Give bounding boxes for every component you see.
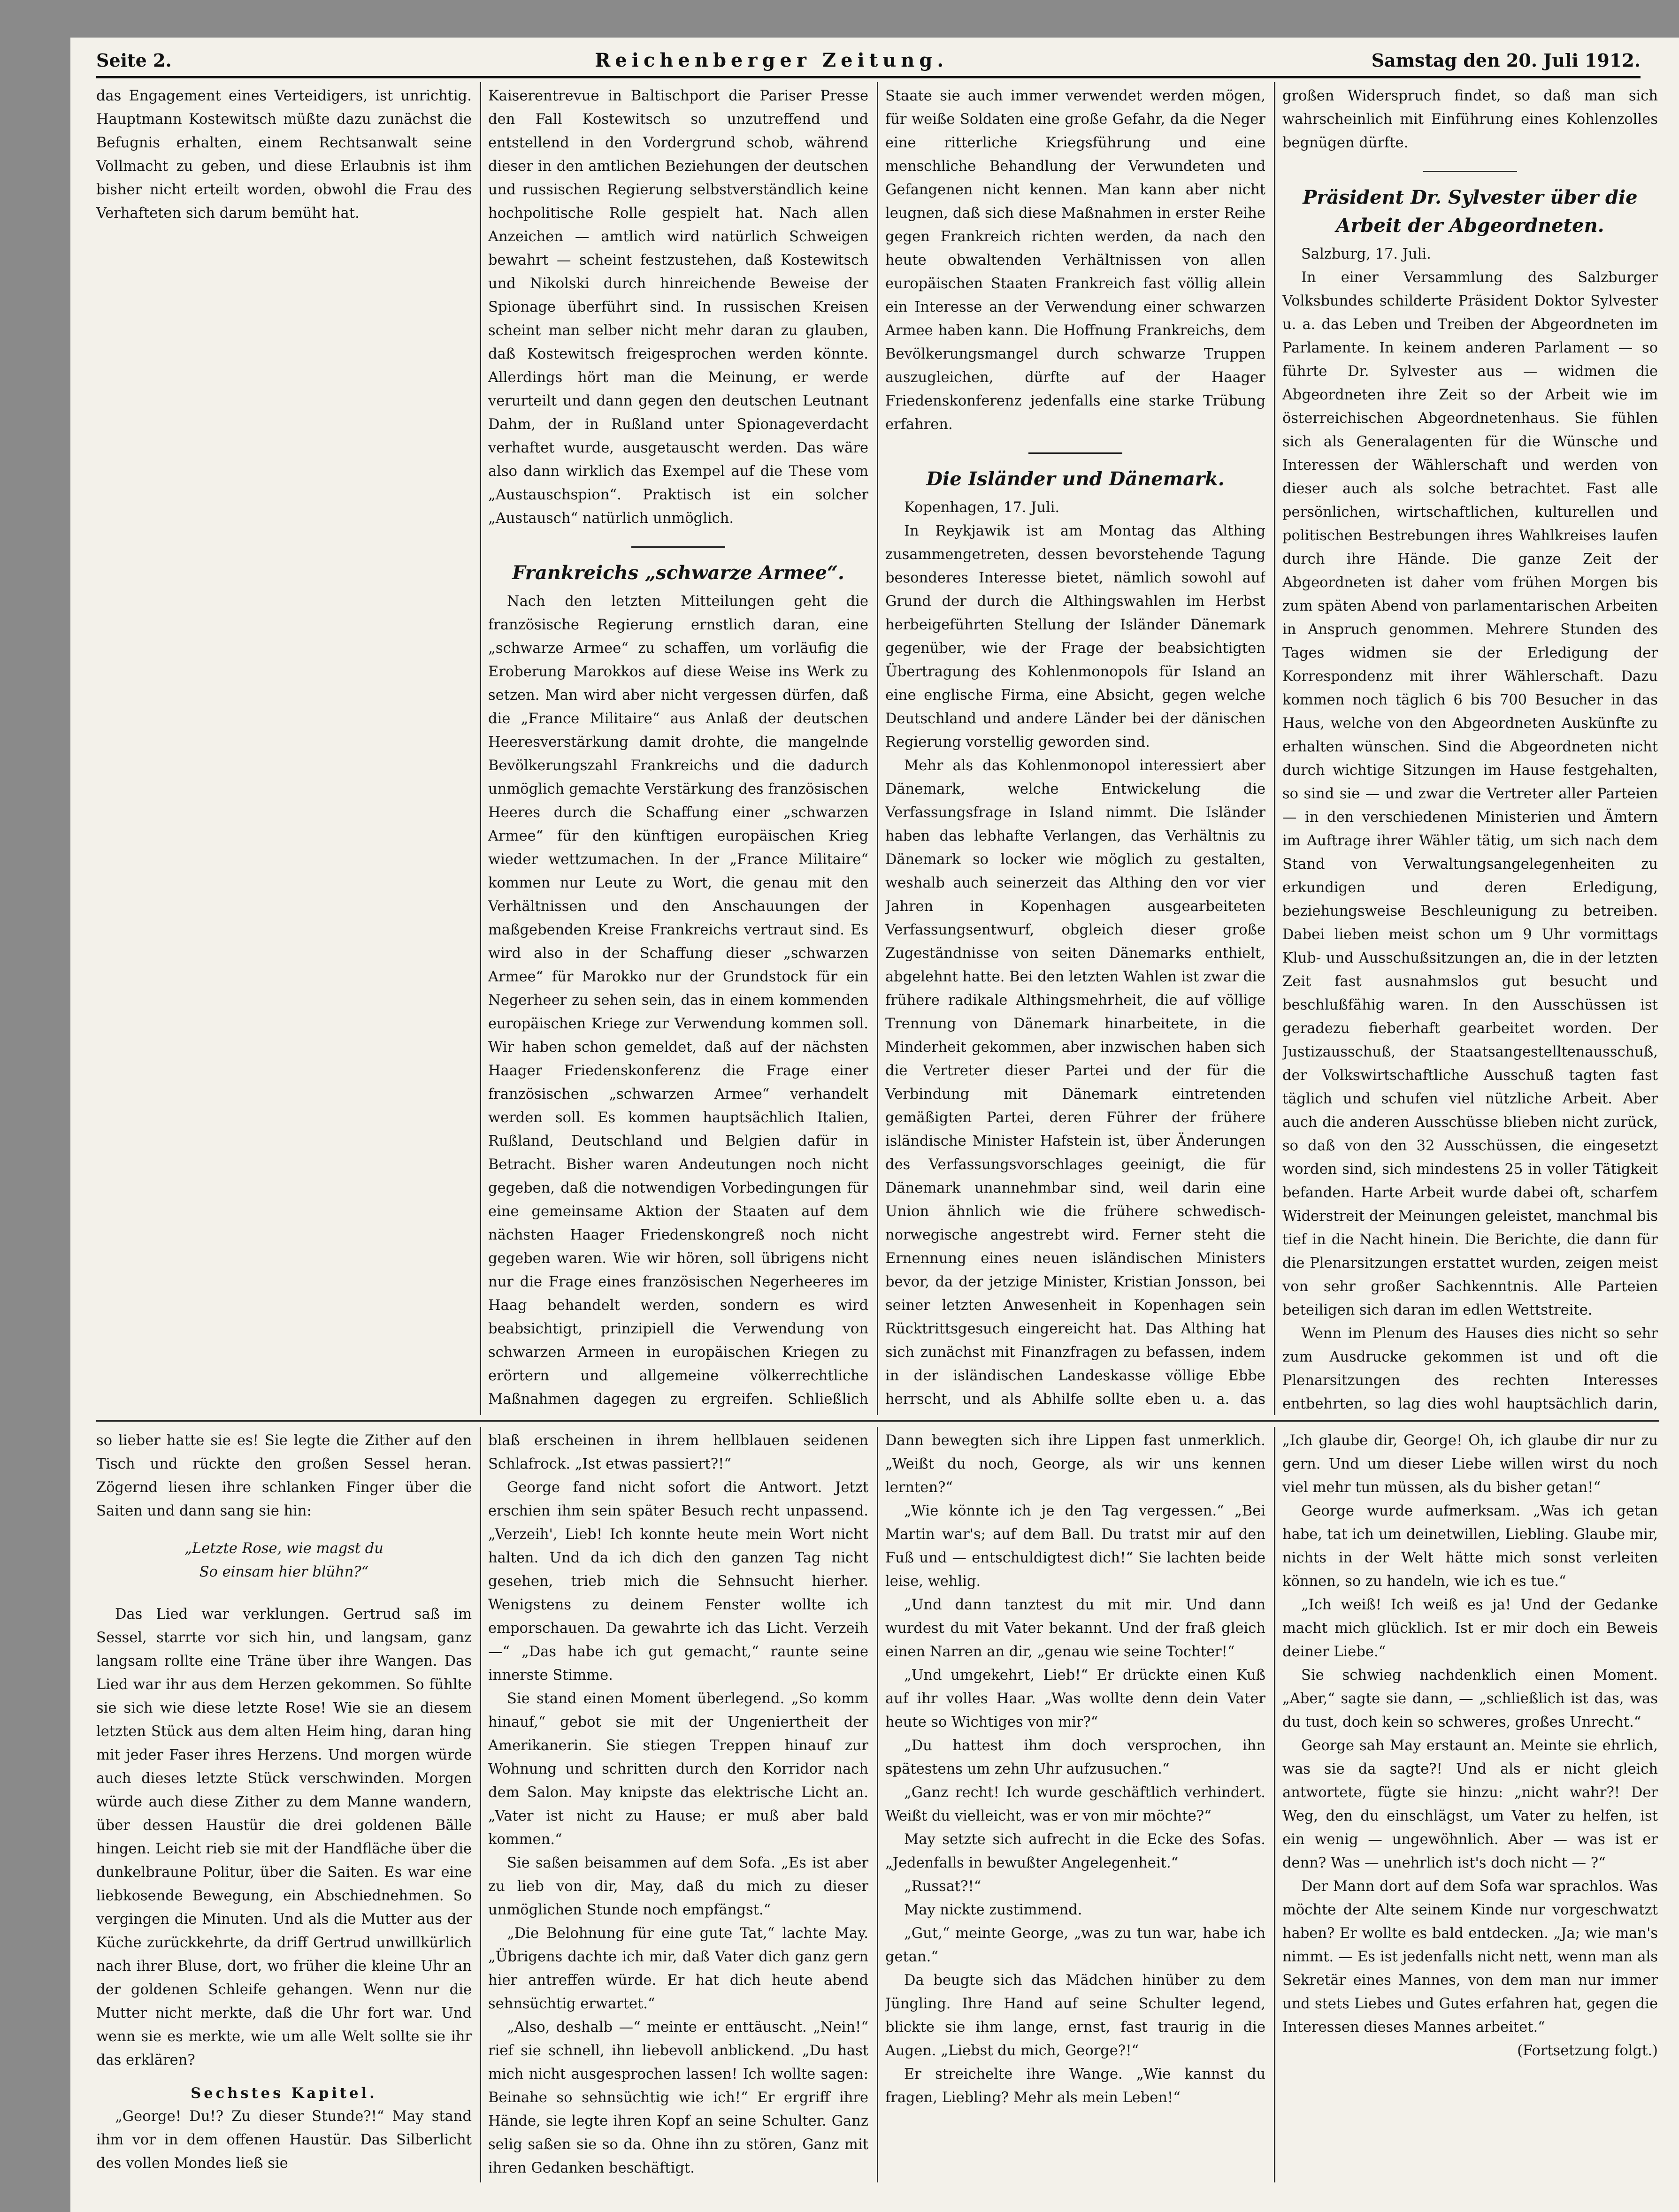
story-text: Sie stand einen Moment überlegend. „So komm hinauf,“ gebot sie mit der Ungeniertheit der Amerikanerin. Sie stiegen Treppen hinauf zur Wohnung und schritten durch den Korridor nach dem Salon. May knipste das elektrische Licht an. „Vater ist nicht zu Hause; er muß aber bald kommen.“: [488, 1691, 868, 1848]
article-text: das Engagement eines Verteidigers, ist unrichtig. Hauptmann Kostewitsch müßte dazu zunächst die Befugnis erhalten, einem Rechtsanwalt seine Vollmacht zu geben, und diese Erlaubnis ist ihm bisher nicht erteilt worden, obwohl die Frau des Verhafteten sich darum bemüht hat.: [96, 88, 472, 222]
column-4: [1282, 84, 1658, 1413]
article-separator: [631, 546, 725, 548]
column-divider: [480, 1427, 481, 2182]
song-verse: [96, 1537, 472, 1584]
newspaper-page: [70, 38, 1679, 2212]
article-text: Mehr als das Kohlenmonopol interessiert aber Dänemark, welche Entwickelung die Verfassungsfrage in Island nimmt. Die Isländer haben das lebhafte Verlangen, das Verhältnis zu Dänemark so locker wie möglich zu gestalten, weshalb auch seinerzeit das Althing den vor vier Jahren in Kopenhagen ausgearbeiteten Verfassungsentwurf, obgleich dieser große Zugeständnisse von seiten Dänemarks enthielt, abgelehnt hatte. Bei den letzten Wahlen ist zwar die frühere radikale Althingsmehrheit, die auf völlige Trennung von Dänemark hinarbeitete, in die Minderheit gekommen, aber inzwischen haben sich die Vertreter dieser Partei und der für die Verbindung mit Dänemark eintretenden gemäßigten Partei, deren Führer der frühere isländische Minister Hafstein ist, über Änderungen des Verfassungsvorschlages geeinigt, die für Dänemark unannehmbar sind, weil darin eine Union ähnlich wie die frühere schwedisch-norwegische angestrebt wird. Ferner steht die Ernennung eines neuen isländischen Ministers bevor, da der jetzige Minister, Kristian Jonsson, bei seiner letzten Anwesenheit in Kopenhagen sein Rücktrittsgesuch eingereicht hat. Das Althing hat sich zunächst mit Finanzfragen zu befassen, indem in der isländischen Landeskasse völlige Ebbe herrscht, und als Abhilfe sollte eben u. a. das: [885, 758, 1265, 1408]
story-text: „Die Belohnung für eine gute Tat,“ lachte May. „Übrigens dachte ich mir, daß Vater dich ganz gern hier antreffen würde. Er hat dich heute abend sehnsüchtig erwartet.“: [488, 1925, 868, 2012]
article-separator: [1423, 171, 1517, 172]
masthead: Reichenberger Zeitung.: [595, 49, 949, 71]
story-text: blaß erscheinen in ihrem hellblauen seidenen Schlafrock. „Ist etwas passiert?!“: [488, 1432, 868, 1472]
verse-line: „Letzte Rose, wie magst du: [184, 1540, 383, 1557]
column-divider: [480, 82, 481, 1415]
story-text: May nickte zustimmend.: [904, 1902, 1082, 1918]
article-text: In Reykjawik ist am Montag das Althing zusammengetreten, dessen bevorstehende Tagung besonderes Interesse bietet, nämlich sowohl auf Grund der durch die Althingswahlen im Herbst herbeigeführten Stellung der Isländer Dänemark gegenüber, wie der Frage der beabsichtigten Übertragung des Kohlenmonopols für Island an eine englische Firma, eine Absicht, gegen welche Deutschland und andere Länder bei der dänischen Regierung vorstellig geworden sind.: [885, 523, 1265, 750]
dateline: Kopenhagen, 17. Juli.: [904, 499, 1060, 516]
story-text: „Gut,“ meinte George, „was zu tun war, habe ich getan.“: [885, 1925, 1265, 1965]
chapter-heading: Sechstes Kapitel.: [191, 2085, 377, 2102]
story-text: „Und umgekehrt, Lieb!“ Er drückte einen Kuß auf ihr volles Haar. „Was wollte denn dein Vater heute so Wichtiges von mir?“: [885, 1667, 1265, 1730]
story-text: Sie saßen beisammen auf dem Sofa. „Es ist aber zu lieb von dir, May, daß du mich zu dieser unmöglichen Stunde noch empfängst.“: [488, 1855, 868, 1918]
story-text: „Und dann tanztest du mit mir. Und dann wurdest du mit Vater bekannt. Und der fraß gleich einen Narren an dir, „genau wie seine Tochter!“: [885, 1597, 1265, 1660]
story-text: Das Lied war verklungen. Gertrud saß im Sessel, starrte vor sich hin, und langsam, ganz langsam rollte eine Träne über ihre Wangen. Das Lied war ihr aus dem Herzen gekommen. So fühlte sie sich wie diese letzte Rose! Wie sie an diesem letzten Stück aus dem alten Heim hing, daran hing mit jeder Faser ihres Herzens. Und morgen würde auch dieses letzte Stück verschwinden. Morgen würde auch diese Zither zu dem Manne wandern, über dessen Haustür die drei goldenen Bälle hingen. Leicht rieb sie mit der Handfläche über die dunkelbraune Politur, über die Saiten. Es war eine liebkosende Bewegung, ein Abschiednehmen. So vergingen die Minuten. Und als die Mutter aus der Küche zurückkehrte, da driff Gertrud unwillkürlich nach ihrer Bluse, dort, wo früher die kleine Uhr an der goldenen Schleife gehangen. Wenn nur die Mutter nicht merkte, daß die Uhr fort war. Und wenn sie es merkte, wie um alle Welt sollte sie ihr das erklären?: [96, 1606, 472, 2068]
story-text: „Ganz recht! Ich wurde geschäftlich verhindert. Weißt du vielleicht, was er von mir möchte?“: [885, 1784, 1265, 1824]
column-divider: [1274, 82, 1275, 1415]
column-1: [96, 84, 472, 1413]
headline-sylvester: Präsident Dr. Sylvester über die Arbeit der Abgeordneten.: [1303, 186, 1638, 237]
story-text: May setzte sich aufrecht in die Ecke des Sofas. „Jedenfalls in bewußter Angelegenheit.“: [885, 1831, 1265, 1871]
headline-islaender: Die Isländer und Dänemark.: [926, 468, 1225, 490]
header-rule: [96, 76, 1641, 78]
story-text: Sie schwieg nachdenklich einen Moment. „Aber,“ sagte sie dann, — „schließlich ist das, was du tust, doch kein so schweres, großes Unrecht.“: [1282, 1667, 1658, 1730]
story-text: „George! Du!? Zu dieser Stunde?!“ May stand ihm vor in dem offenen Haustür. Das Silberlicht des vollen Mondes ließ sie: [96, 2108, 472, 2172]
column-divider: [877, 82, 878, 1415]
story-text: George wurde aufmerksam. „Was ich getan habe, tat ich um deinetwillen, Liebling. Glaube mir, nichts in der Welt hätte mich sonst verleiten können, so zu handeln, wie ich es tue.“: [1282, 1503, 1658, 1590]
story-text: „Wie könnte ich je den Tag vergessen.“ „Bei Martin war's; auf dem Ball. Du tratst mir auf den Fuß und — entschuldigtest dich!“ Sie lachten beide leise, wehlig.: [885, 1503, 1265, 1590]
story-text: George sah May erstaunt an. Meinte sie ehrlich, was sie da sagte?! Und als er nicht gleich antwortete, fügte sie hinzu: „nicht wahr?! Der Weg, den du einschlägst, um Vater zu helfen, ist ein wenig — ungewöhnlich. Aber — was ist er denn? Was — unehrlich ist's doch nicht — ?“: [1282, 1737, 1658, 1871]
headline-schwarze-armee: Frankreichs „schwarze Armee“.: [512, 562, 844, 584]
article-text: Kaiserentrevue in Baltischport die Pariser Presse den Fall Kostewitsch so unzutreffend und entstellend in den Vordergrund schob, während dieser in den amtlichen Beziehungen der deutschen und russischen Regierung selbstverständlich keine hochpolitische Rolle gespielt hat. Nach allen Anzeichen — amtlich wird natürlich Schweigen bewahrt — scheint festzustehen, daß Kostewitsch und Nikolski durch hinreichende Beweise der Spionage überführt sind. In russischen Kreisen scheint man selber nicht mehr daran zu glauben, daß Kostewitsch freigesprochen werden könnte. Allerdings hört man die Meinung, er werde verurteilt und dann gegen den deutschen Leutnant Dahm, der in Rußland unter Spionageverdacht verhaftet wurde, ausgetauscht werden. Das wäre also dann wirklich das Exempel auf die These vom „Austauschspion“. Praktisch ist ein solcher „Austausch“ natürlich unmöglich.: [488, 88, 868, 527]
article-text: Wenn im Plenum des Hauses dies nicht so sehr zum Ausdrucke gekommen ist und oft die Plenarsitzungen des rechten Interesses entbehrten, so lag dies wohl hauptsächlich darin,: [1282, 1325, 1658, 1412]
article-separator: [1028, 452, 1122, 454]
article-text: großen Widerspruch findet, so daß man sich wahrscheinlich mit Einführung eines Kohlenzolles begnügen dürfte.: [1282, 88, 1658, 151]
column-3: [885, 84, 1265, 1413]
column-divider: [877, 1427, 878, 2182]
feuilleton-column-3: [885, 1429, 1265, 2180]
story-text: „Du hattest ihm doch versprochen, ihn spätestens um zehn Uhr aufzusuchen.“: [885, 1737, 1265, 1777]
story-text: George fand nicht sofort die Antwort. Jetzt erschien ihm sein später Besuch recht unpassend. „Verzeih', Lieb! Ich konnte heute mein Wort nicht halten. Und da ich dich den ganzen Tag nicht gesehen, trieb mich die Sehnsucht hierher. Wenigstens zu deinem Fenster wollte ich emporschauen. Da gewahrte ich das Licht. Verzeih —“ „Das habe ich gut gemacht,“ raunte seine innerste Stimme.: [488, 1479, 868, 1684]
running-header: [96, 46, 1641, 74]
issue-date: Samstag den 20. Juli 1912.: [1371, 49, 1641, 71]
story-text: „Also, deshalb —“ meinte er enttäuscht. „Nein!“ rief sie schnell, ihn liebevoll anblickend. „Du hast mich nicht ausgesprochen lassen! Ich wollte sagen: Beinahe so sehnsüchtig wie ich!“ Er ergriff ihre Hände, sie legte ihren Kopf an seine Schulter. Ganz selig saßen sie so da. Ohne ihn zu stören, Ganz mit ihren Gedanken beschäftigt.: [488, 2019, 868, 2176]
article-text: Staate sie auch immer verwendet werden mögen, für weiße Soldaten eine große Gefahr, da die Neger eine ritterliche Kriegsführung und eine menschliche Behandlung der Verwundeten und Gefangenen nicht kennen. Man kann aber nicht leugnen, daß sich diese Maßnahmen in erster Reihe gegen Frankreich richten werden, da nach den heute obwaltenden Verhältnissen von allen europäischen Staaten Frankreich fast völlig allein ein Interesse an der Verwendung einer schwarzen Armee haben kann. Die Hoffnung Frankreichs, dem Bevölkerungsmangel durch schwarze Truppen auszugleichen, dürfte auf der Haager Friedenskonferenz jedenfalls eine starke Trübung erfahren.: [885, 88, 1265, 433]
article-text: In einer Versammlung des Salzburger Volksbundes schilderte Präsident Doktor Sylvester u. a. das Leben und Treiben der Abgeordneten im Parlamente. In keinem anderen Parlament — so führte Dr. Sylvester aus — widmen die Abgeordneten ihre Zeit so der Arbeit wie im österreichischen Abgeordnetenhaus. Sie fühlen sich als Generalagenten für die Wünsche und Interessen der Wählerschaft und werden von dieser auch als solche betrachtet. Fast alle persönlichen, wirtschaftlichen, kulturellen und politischen Bestrebungen ihres Wahlkreises laufen durch ihre Hände. Die ganze Zeit der Abgeordneten ist daher vom frühen Morgen bis zum späten Abend von parlamentarischen Arbeiten in Anspruch genommen. Mehrere Stunden des Tages widmen sie der Erledigung der Korrespondenz mit ihrer Wählerschaft. Dazu kommen noch täglich 6 bis 700 Besucher in das Haus, welche von den Abgeordneten Auskünfte zu erhalten wünschen. Sind die Abgeordneten nicht durch wichtige Sitzungen im Hause festgehalten, so sind sie — und zwar die Vertreter aller Parteien — in den verschiedenen Ministerien und Ämtern im Auftrage ihrer Wähler tätig, um sich nach dem Stand von Verwaltungsangelegenheiten zu erkundigen und deren Erledigung, beziehungsweise Beschleunigung zu betreiben. Dabei lieben meist schon um 9 Uhr vormittags Klub- und Ausschußsitzungen an, die in der letzten Zeit fast ausnahmslos gut besucht und beschlußfähig waren. In den Ausschüssen ist geradezu fieberhaft gearbeitet worden. Der Justizausschuß, der Staatsangestelltenausschuß, der Volkswirtschaftliche Ausschuß tagten fast täglich und schufen viel nützliche Arbeit. Aber auch die anderen Ausschüsse blieben nicht zurück, so daß von den 32 Ausschüssen, die eingesetzt worden sind, sich mindestens 25 in voller Tätigkeit befanden. Harte Arbeit wurde dabei oft, scharfem Widerstreit der Meinungen geleistet, manchmal bis tief in die Nacht hinein. Die Berichte, die dann für die Plenarsitzungen erstattet wurden, zeigen meist von sehr großer Sachkenntnis. Alle Parteien beteiligen sich daran im edlen Wettstreite.: [1282, 269, 1658, 1318]
story-text: Der Mann dort auf dem Sofa war sprachlos. Was möchte der Alte seinem Kinde nur vorgeschwatzt haben? Er wollte es bald entdecken. „Ja; wie man's nimmt. — Es ist jedenfalls nicht nett, wenn man als Sekretär eines Mannes, von dem man nur immer und stets Liebes und Gutes erfahren hat, gegen die Interessen dieses Mannes arbeitet.“: [1282, 1878, 1658, 2036]
article-text: Nach den letzten Mitteilungen geht die französische Regierung ernstlich daran, eine „schwarze Armee“ zu schaffen, um vorläufig die Eroberung Marokkos auf diese Weise ins Werk zu setzen. Man wird aber nicht vergessen dürfen, daß die „France Militaire“ aus Anlaß der deutschen Heeresverstärkung damit drohte, die mangelnde Bevölkerungszahl Frankreichs und die dadurch unmöglich gemachte Verstärkung des französischen Heeres durch die Schaffung einer „schwarzen Armee“ für den künftigen europäischen Krieg wieder wettzumachen. In der „France Militaire“ kommen nur Leute zu Wort, die genau mit den Verhältnissen und den Anschauungen der maßgebenden Kreise Frankreichs vertraut sind. Es wird also in der Schaffung dieser „schwarzen Armee“ für Marokko nur der Grundstock für ein Negerheer zu sehen sein, das in einem kommenden europäischen Kriege zur Verwendung kommen soll. Wir haben schon gemeldet, daß auf der nächsten Haager Friedenskonferenz die Frage einer französischen „schwarzen Armee“ verhandelt werden soll. Es kommen hauptsächlich Italien, Rußland, Deutschland und Belgien dafür in Betracht. Bisher waren Andeutungen noch nicht gegeben, daß die notwendigen Vorbedingungen für eine gemeinsame Aktion der Staaten auf dem nächsten Haager Friedenskongreß noch nicht gegeben waren. Wie wir hören, soll übrigens nicht nur die Frage eines französischen Negerheeres im Haag behandelt werden, sondern es wird beabsichtigt, prinzipiell die Verwendung von schwarzen Armeen in europäischen Kriegen zu erörtern und allgemeine völkerrechtliche Maßnahmen dagegen zu ergreifen. Schließlich: [488, 593, 868, 1408]
story-text: „Russat?!“: [904, 1878, 981, 1895]
story-text: „Ich glaube dir, George! Oh, ich glaube dir nur zu gern. Und um dieser Liebe willen wirst du noch viel mehr tun müssen, als du bisher getan!“: [1282, 1432, 1658, 1496]
page-number: Seite 2.: [96, 49, 172, 71]
column-2: [488, 84, 868, 1413]
dateline: Salzburg, 17. Juli.: [1301, 246, 1431, 262]
story-text: Da beugte sich das Mädchen hinüber zu dem Jüngling. Ihre Hand auf seine Schulter legend, blickte sie ihm lange, ernst, fast traurig in die Augen. „Liebst du mich, George?!“: [885, 1972, 1265, 2059]
continuation-note: (Fortsetzung folgt.): [1517, 2043, 1658, 2059]
feuilleton-column-1: [96, 1429, 472, 2180]
story-text: Dann bewegten sich ihre Lippen fast unmerklich. „Weißt du noch, George, als wir uns kennen lernten?“: [885, 1432, 1265, 1496]
verse-line: So einsam hier blühn?“: [199, 1564, 369, 1580]
feuilleton-rule: [96, 1420, 1659, 1422]
feuilleton-column-2: [488, 1429, 868, 2180]
story-text: Er streichelte ihre Wange. „Wie kannst du fragen, Liebling? Mehr als mein Leben!“: [885, 2066, 1265, 2106]
feuilleton-column-4: [1282, 1429, 1658, 2180]
column-divider: [1274, 1427, 1275, 2182]
story-text: „Ich weiß! Ich weiß es ja! Und der Gedanke macht mich glücklich. Ist er mir doch ein Beweis deiner Liebe.“: [1282, 1597, 1658, 1660]
story-text: so lieber hatte sie es! Sie legte die Zither auf den Tisch und rückte den großen Sessel heran. Zögernd liesen ihre schlanken Finger über die Saiten und dann sang sie hin:: [96, 1432, 472, 1519]
